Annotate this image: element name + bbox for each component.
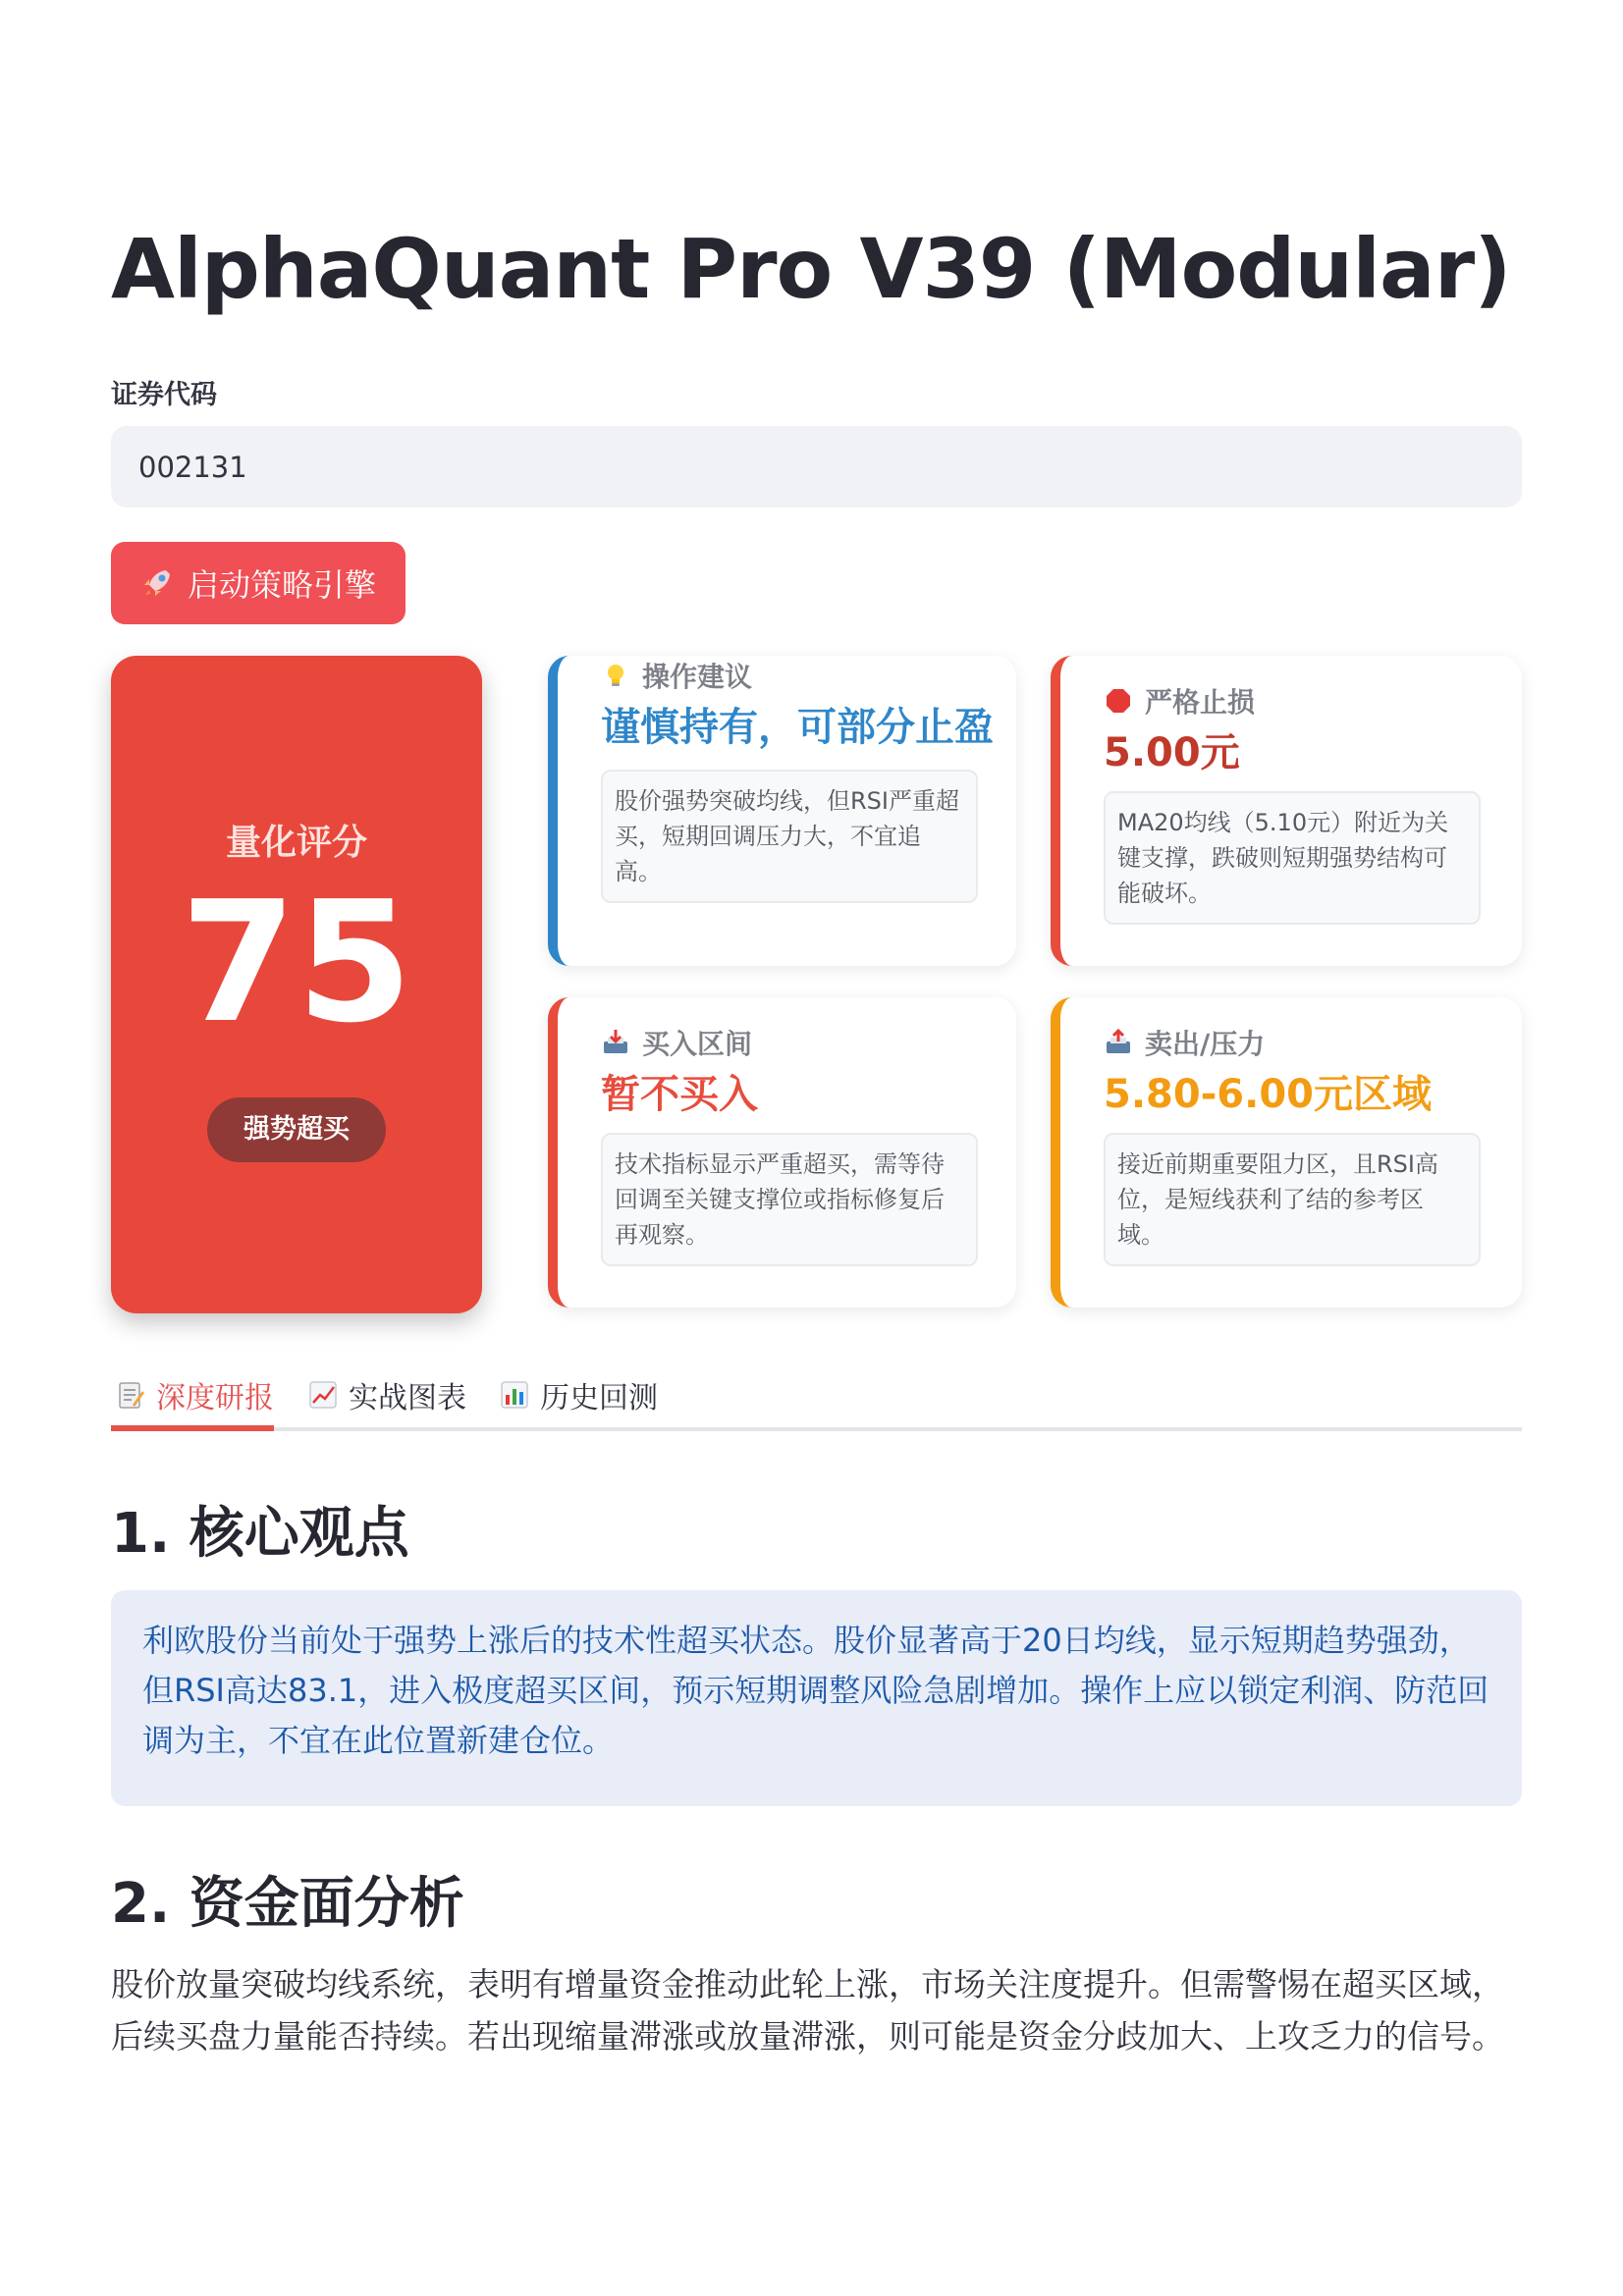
- sell-card-value: 5.80-6.00元区域: [1104, 1072, 1432, 1117]
- tab-backtest-label: 历史回测: [540, 1381, 658, 1415]
- tab-deep-report-label: 深度研报: [156, 1381, 274, 1415]
- buy-card-value: 暂不买入: [601, 1072, 758, 1117]
- score-label: 量化评分: [225, 823, 367, 863]
- advice-card-value: 谨慎持有，可部分止盈: [601, 705, 994, 750]
- fund-analysis-heading: 2. 资金面分析: [111, 1872, 464, 1936]
- sell-card-label: 卖出/压力: [1145, 1028, 1266, 1060]
- report-tabs: [111, 1362, 1522, 1431]
- page-title: AlphaQuant Pro V39 (Modular): [111, 221, 1511, 317]
- buy-range-card: [548, 997, 1016, 1308]
- advice-card: [548, 656, 1016, 966]
- inbox-tray-icon: [601, 1028, 630, 1057]
- memo-icon: [115, 1379, 146, 1411]
- chart-up-icon: [307, 1379, 339, 1411]
- active-tab-indicator: [111, 1425, 274, 1431]
- start-button-label: 启动策略引擎: [188, 566, 377, 604]
- stoploss-card-note: MA20均线（5.10元）附近为关键支撑，跌破则短期强势结构可能破坏。: [1104, 791, 1481, 925]
- buy-card-note: 技术指标显示严重超买，需等待回调至关键支撑位或指标修复后再观察。: [601, 1133, 978, 1266]
- security-code-label: 证券代码: [111, 380, 217, 410]
- tab-backtest[interactable]: [499, 1362, 658, 1427]
- stoploss-card-value: 5.00元: [1104, 730, 1240, 775]
- bar-chart-icon: [499, 1379, 530, 1411]
- stoploss-card: [1051, 656, 1522, 966]
- sell-card-note: 接近前期重要阻力区，且RSI高位，是短线获利了结的参考区域。: [1104, 1133, 1481, 1266]
- rocket-icon: [140, 566, 174, 600]
- quant-score-card: [111, 656, 482, 1313]
- stop-sign-icon: [1104, 686, 1133, 716]
- tab-live-chart-label: 实战图表: [349, 1381, 466, 1415]
- buy-card-label: 买入区间: [642, 1028, 753, 1060]
- tab-live-chart[interactable]: [307, 1362, 466, 1427]
- outbox-tray-icon: [1104, 1028, 1133, 1057]
- advice-card-note: 股价强势突破均线，但RSI严重超买，短期回调压力大，不宜追高。: [601, 770, 978, 903]
- security-code-input[interactable]: [111, 426, 1522, 507]
- score-value: 75: [180, 866, 413, 1060]
- core-view-box: 利欧股份当前处于强势上涨后的技术性超买状态。股价显著高于20日均线，显示短期趋势强劲，但RSI高达83.1，进入极度超买区间，预示短期调整风险急剧增加。操作上应以锁定利润、防范回调为主，不宜在此位置新建仓位。: [111, 1590, 1522, 1806]
- advice-card-label: 操作建议: [642, 661, 753, 693]
- tab-deep-report[interactable]: [115, 1362, 274, 1427]
- core-view-heading: 1. 核心观点: [111, 1502, 409, 1566]
- fund-analysis-text: 股价放量突破均线系统，表明有增量资金推动此轮上涨，市场关注度提升。但需警惕在超买区域，后续买盘力量能否持续。若出现缩量滞涨或放量滞涨，则可能是资金分歧加大、上攻乏力的信号。: [111, 1965, 1504, 2056]
- lightbulb-icon: [601, 661, 630, 690]
- sell-pressure-card: [1051, 997, 1522, 1308]
- stoploss-card-label: 严格止损: [1145, 686, 1256, 719]
- score-status-badge: 强势超买: [207, 1097, 386, 1162]
- start-strategy-engine-button[interactable]: [111, 542, 406, 624]
